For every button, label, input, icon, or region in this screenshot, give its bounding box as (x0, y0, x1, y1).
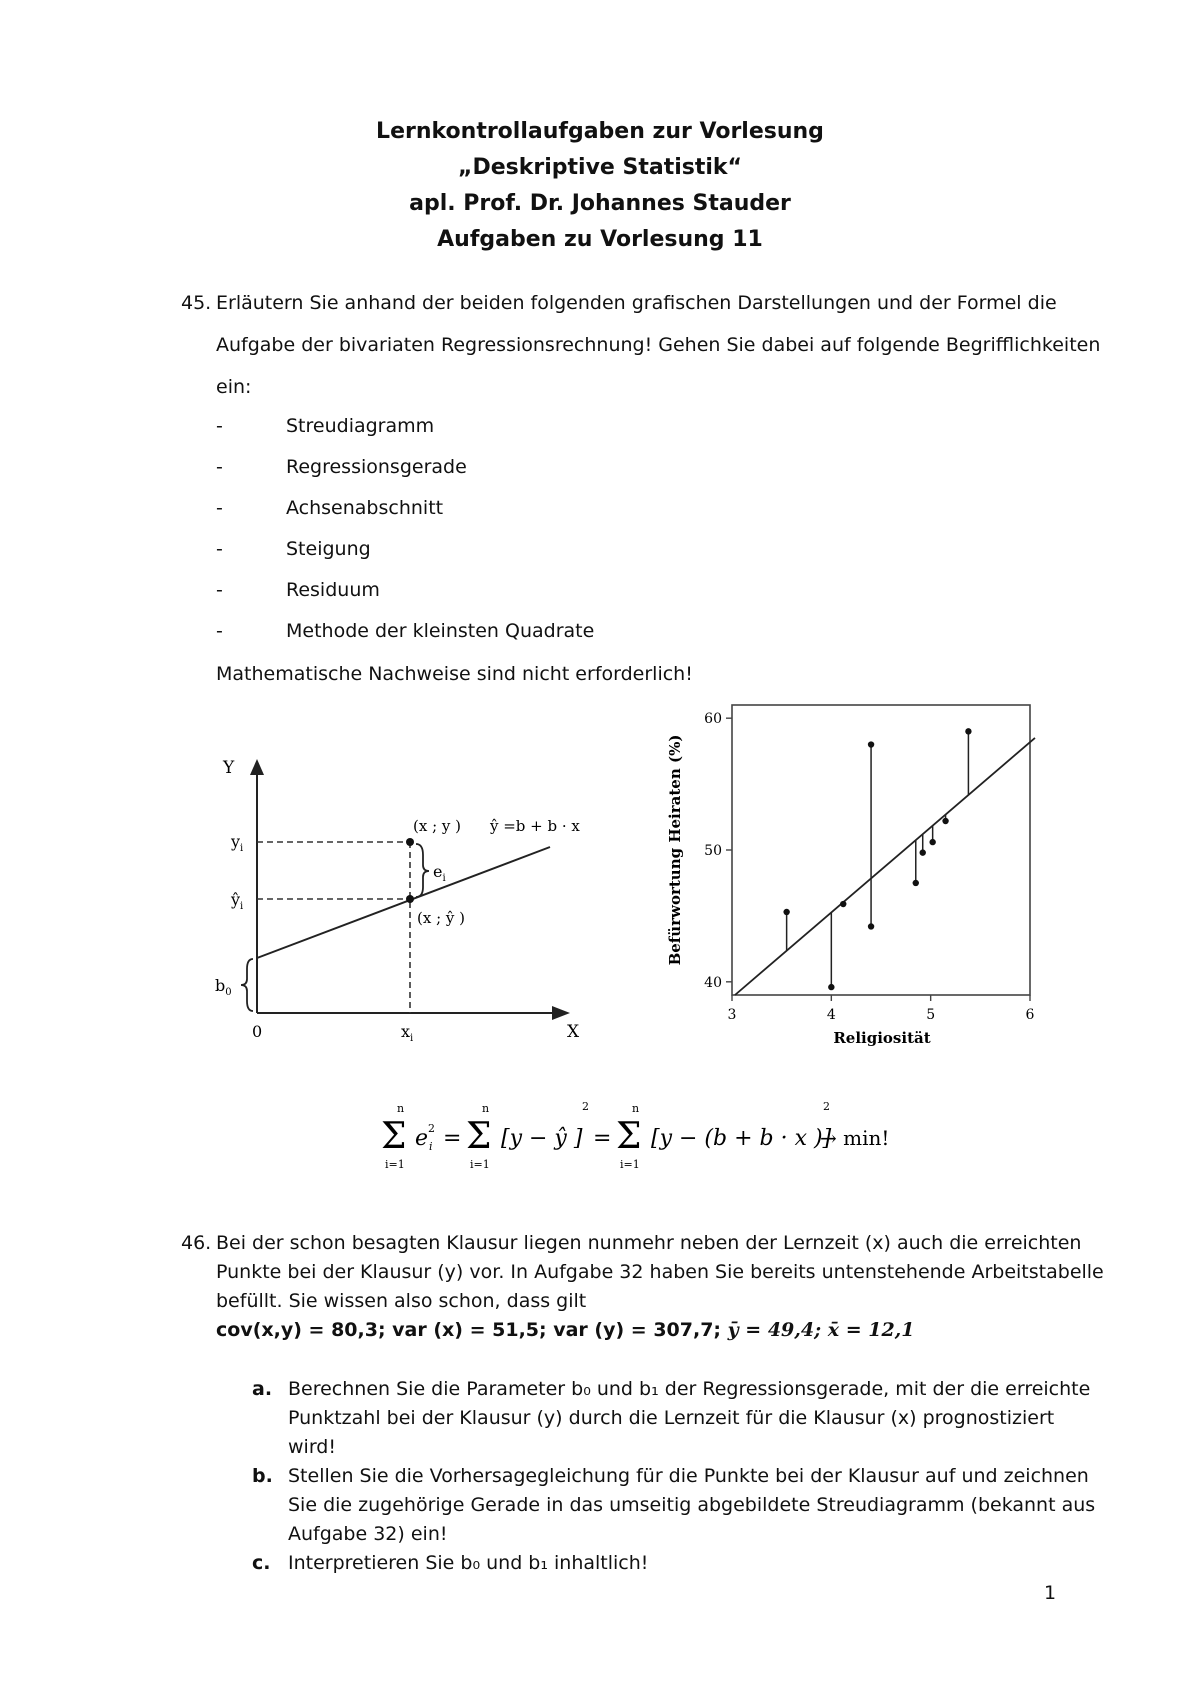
task45-number: 45. (181, 292, 212, 314)
subtask-label: a. (252, 1378, 273, 1400)
lhs-e: e (415, 1126, 429, 1151)
task45-line-2: Aufgabe der bivariaten Regressionsrechnung! Gehen Sie dabei auf folgende Begrifflichkeiten (216, 334, 1101, 356)
observed-point (406, 838, 414, 846)
x-tick-label: 4 (826, 1007, 836, 1023)
scatter-point (828, 984, 834, 990)
y-axis-title: Befürwortung Heiraten (%) (666, 734, 684, 966)
task45-line-3: ein: (216, 376, 252, 398)
xi-label: $x_i$ (401, 1022, 414, 1044)
task46-line-1: Bei der schon besagten Klausur liegen nunmehr neben der Lernzeit (x) auch die erreichten (216, 1232, 1082, 1254)
page-number: 1 (1044, 1582, 1057, 1604)
term-item: Regressionsgerade (286, 456, 467, 478)
statistics-values: cov(x,y) = 80,3; var (x) = 51,5; var (y) = 307,7; (216, 1319, 722, 1341)
regression-line (257, 847, 550, 958)
subtask-line: Berechnen Sie die Parameter b₀ und b₁ der Regressionsgerade, mit der die erreichte (288, 1378, 1091, 1400)
origin-label: 0 (252, 1022, 263, 1041)
bullet-dash: - (216, 620, 223, 642)
least-squares-formula (375, 1090, 895, 1185)
scatter-point (868, 923, 874, 929)
scatter-point (840, 901, 846, 907)
subtask-line: Stellen Sie die Vorhersagegleichung für die Punkte bei der Klausur auf und zeichnen (288, 1465, 1089, 1487)
lhs-exponent: 2 (428, 1122, 435, 1135)
subtask-line: Punktzahl bei der Klausur (y) durch die Lernzeit für die Klausur (x) prognostiziert (288, 1407, 1055, 1429)
equals-2: = (593, 1126, 612, 1151)
intercept-brace-icon (241, 959, 253, 1011)
subtask-line: Interpretieren Sie b₀ und b₁ inhaltlich! (288, 1552, 649, 1574)
scatter-point (920, 849, 926, 855)
y-tick-label: 60 (704, 711, 722, 728)
min-arrow: → min! (820, 1126, 890, 1150)
term-item: Residuum (286, 579, 380, 601)
scatter-point (913, 880, 919, 886)
y-axis-label: Y (223, 758, 235, 778)
model-bracket: [y − (b + b · x )] (651, 1126, 832, 1151)
sum-symbol: Σ (381, 1116, 407, 1157)
yhat-label: $ŷ_i$ (231, 890, 244, 912)
equals-1: = (443, 1126, 462, 1151)
subtask-label: c. (252, 1552, 271, 1574)
yi-label: $y_i$ (231, 832, 244, 854)
upper-limit: n (482, 1102, 490, 1115)
sum-symbol: Σ (616, 1116, 642, 1157)
residual-label: $e_i$ (433, 862, 446, 884)
subtask-line: Sie die zugehörige Gerade in das umseitig abgebildete Streudiagramm (bekannt aus (288, 1494, 1096, 1516)
subtask-label: b. (252, 1465, 273, 1487)
x-tick-label: 5 (926, 1007, 936, 1023)
upper-limit: n (397, 1102, 405, 1115)
regression-line (735, 738, 1035, 995)
lower-limit: i=1 (470, 1158, 490, 1171)
x-mean: x̄ = 12,1 (827, 1319, 915, 1341)
bullet-dash: - (216, 579, 223, 601)
plot-frame (732, 705, 1030, 995)
scatter-plot (660, 695, 1050, 1050)
upper-limit: n (632, 1102, 640, 1115)
subtask-line: Aufgabe 32) ein! (288, 1523, 448, 1545)
header-line-2: „Deskriptive Statistik“ (458, 155, 742, 180)
scatter-point (942, 818, 948, 824)
scatter-point (868, 741, 874, 747)
predicted-point (406, 895, 414, 903)
scatter-point (929, 839, 935, 845)
task46-number: 46. (181, 1232, 212, 1254)
y-mean: ȳ = 49,4; (727, 1319, 822, 1341)
predicted-point-label: (x ; ŷ ) (417, 909, 465, 927)
y-axis-arrow-icon (250, 759, 264, 775)
residual-brace-icon (416, 844, 429, 897)
bracket-exponent-1: 2 (582, 1100, 589, 1113)
header-line-1: Lernkontrollaufgaben zur Vorlesung (376, 119, 824, 144)
term-item: Streudiagramm (286, 415, 435, 437)
b0-label: $b_0$ (215, 976, 232, 998)
residual-bracket: [y − ŷ ] (501, 1126, 583, 1151)
task46-line-3: befüllt. Sie wissen also schon, dass gilt (216, 1290, 587, 1312)
term-item: Steigung (286, 538, 371, 560)
bracket-exponent-2: 2 (823, 1100, 830, 1113)
task46-line-2: Punkte bei der Klausur (y) vor. In Aufgabe 32 haben Sie bereits untenstehende Arbeitstabelle (216, 1261, 1104, 1283)
x-tick-label: 3 (727, 1007, 737, 1023)
observed-point-label: (x ; y ) (413, 817, 461, 835)
x-axis-arrow-icon (552, 1006, 570, 1020)
bullet-dash: - (216, 456, 223, 478)
scatter-point (783, 909, 789, 915)
sum-symbol: Σ (466, 1116, 492, 1157)
x-axis-title: Religiosität (833, 1029, 931, 1047)
header-line-3: apl. Prof. Dr. Johannes Stauder (409, 191, 791, 216)
y-tick-label: 50 (704, 843, 722, 859)
bullet-dash: - (216, 538, 223, 560)
term-item: Achsenabschnitt (286, 497, 444, 519)
lhs-sub-i: i (429, 1140, 433, 1153)
bullet-dash: - (216, 497, 223, 519)
x-axis-label: X (567, 1022, 580, 1042)
task45-note: Mathematische Nachweise sind nicht erforderlich! (216, 663, 693, 685)
x-tick-label: 6 (1025, 1007, 1035, 1023)
term-item: Methode der kleinsten Quadrate (286, 620, 595, 642)
task46-values (216, 1317, 915, 1343)
bullet-dash: - (216, 415, 223, 437)
task45-line-1: Erläutern Sie anhand der beiden folgenden grafischen Darstellungen und der Formel die (216, 292, 1057, 314)
y-tick-label: 40 (704, 974, 722, 991)
subtask-line: wird! (288, 1436, 336, 1458)
header-line-4: Aufgaben zu Vorlesung 11 (437, 227, 763, 252)
regression-schematic (205, 745, 600, 1045)
regression-equation: ŷ =b + b · x (490, 817, 580, 835)
lower-limit: i=1 (385, 1158, 405, 1171)
lower-limit: i=1 (620, 1158, 640, 1171)
scatter-point (965, 728, 971, 734)
